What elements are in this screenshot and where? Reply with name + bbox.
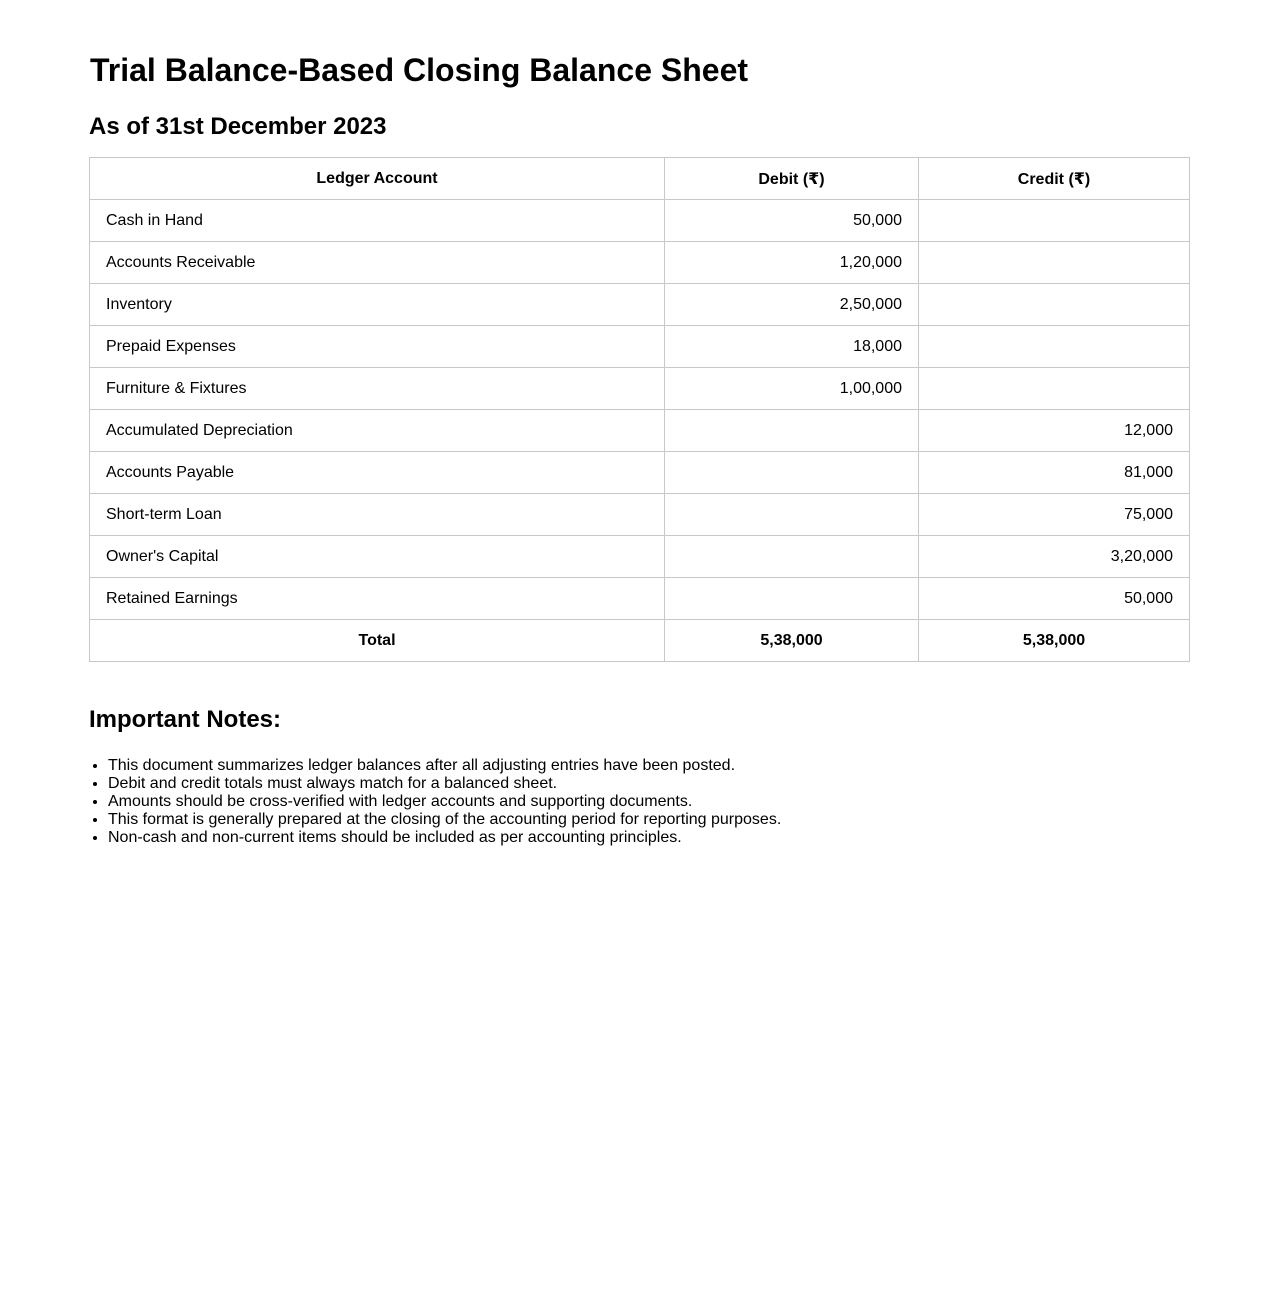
credit-cell bbox=[919, 242, 1190, 284]
account-cell: Accounts Payable bbox=[90, 452, 665, 494]
debit-cell bbox=[665, 494, 919, 536]
note-item: • This format is generally prepared at the closing of the accounting period for reporting purposes. bbox=[108, 811, 1108, 829]
account-cell: Cash in Hand bbox=[90, 200, 665, 242]
total-row bbox=[90, 620, 1190, 662]
account-cell: Prepaid Expenses bbox=[90, 326, 665, 368]
credit-cell: 50,000 bbox=[919, 578, 1190, 620]
table-row bbox=[90, 326, 1190, 368]
table-row bbox=[90, 242, 1190, 284]
debit-cell: 1,20,000 bbox=[665, 242, 919, 284]
account-cell: Furniture & Fixtures bbox=[90, 368, 665, 410]
credit-cell bbox=[919, 326, 1190, 368]
account-cell: Accounts Receivable bbox=[90, 242, 665, 284]
table-row bbox=[90, 200, 1190, 242]
debit-cell bbox=[665, 410, 919, 452]
table-row bbox=[90, 410, 1190, 452]
page-subtitle: As of 31st December 2023 bbox=[89, 113, 387, 140]
table-row bbox=[90, 578, 1190, 620]
page-title: Trial Balance-Based Closing Balance Sheet bbox=[90, 52, 749, 88]
account-cell: Inventory bbox=[90, 284, 665, 326]
debit-cell bbox=[665, 578, 919, 620]
table-row bbox=[90, 452, 1190, 494]
table-row bbox=[90, 368, 1190, 410]
note-item: • Non-cash and non-current items should be included as per accounting principles. bbox=[108, 829, 1108, 847]
table-row bbox=[90, 494, 1190, 536]
note-item: • This document summarizes ledger balances after all adjusting entries have been posted. bbox=[108, 757, 1108, 775]
account-cell: Short-term Loan bbox=[90, 494, 665, 536]
debit-cell bbox=[665, 452, 919, 494]
table-row bbox=[90, 284, 1190, 326]
debit-cell: 18,000 bbox=[665, 326, 919, 368]
table-header-row bbox=[90, 158, 1190, 200]
credit-cell: 12,000 bbox=[919, 410, 1190, 452]
header-debit: Debit (₹) bbox=[665, 158, 919, 200]
account-cell: Retained Earnings bbox=[90, 578, 665, 620]
ledger-table bbox=[89, 157, 1190, 662]
credit-cell: 75,000 bbox=[919, 494, 1190, 536]
debit-cell: 50,000 bbox=[665, 200, 919, 242]
notes-heading: Important Notes: bbox=[89, 706, 281, 733]
note-item: • Debit and credit totals must always match for a balanced sheet. bbox=[108, 775, 1108, 793]
credit-cell bbox=[919, 284, 1190, 326]
header-credit: Credit (₹) bbox=[919, 158, 1190, 200]
total-credit: 5,38,000 bbox=[919, 620, 1190, 662]
note-item: • Amounts should be cross-verified with ledger accounts and supporting documents. bbox=[108, 793, 1108, 811]
header-ledger-account: Ledger Account bbox=[90, 158, 665, 200]
credit-cell bbox=[919, 200, 1190, 242]
credit-cell bbox=[919, 368, 1190, 410]
debit-cell bbox=[665, 536, 919, 578]
account-cell: Accumulated Depreciation bbox=[90, 410, 665, 452]
debit-cell: 1,00,000 bbox=[665, 368, 919, 410]
credit-cell: 81,000 bbox=[919, 452, 1190, 494]
account-cell: Owner's Capital bbox=[90, 536, 665, 578]
debit-cell: 2,50,000 bbox=[665, 284, 919, 326]
credit-cell: 3,20,000 bbox=[919, 536, 1190, 578]
total-debit: 5,38,000 bbox=[665, 620, 919, 662]
table-row bbox=[90, 536, 1190, 578]
notes-list bbox=[89, 757, 1108, 847]
total-label: Total bbox=[90, 620, 665, 662]
